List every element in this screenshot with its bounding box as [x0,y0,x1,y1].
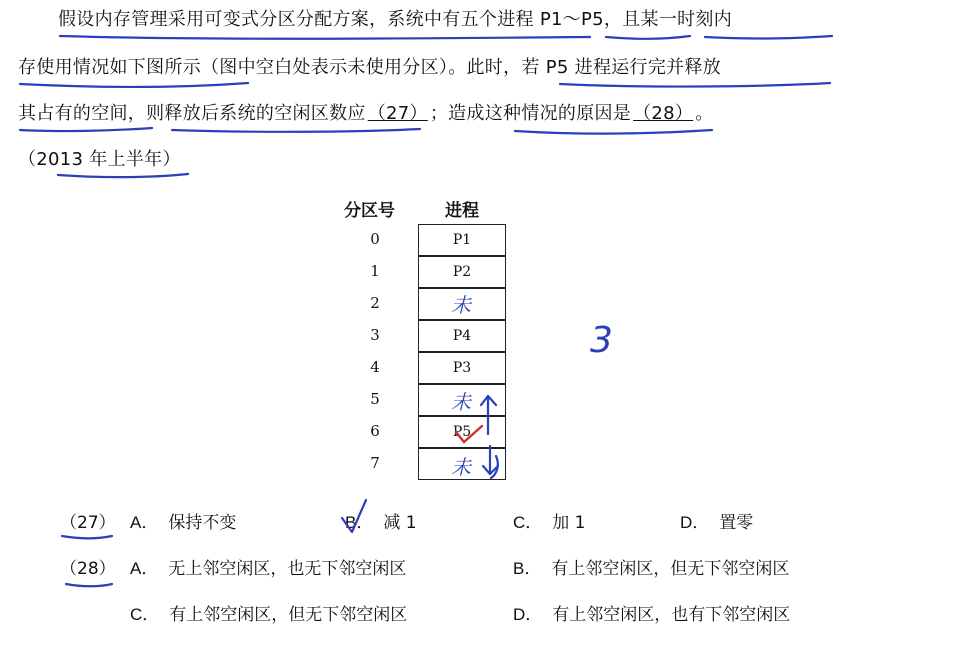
question-source-year: （2013 年上半年） [18,149,181,170]
option-text: 有上邻空闲区，但无下邻空闲区 [551,559,790,579]
option-letter: C． [130,605,160,624]
blank-28: （28） [633,103,694,124]
option-text: 有上邻空闲区，但无下邻空闲区 [169,605,408,625]
header-partition-number: 分区号 [344,201,395,221]
memory-partition-cell: P1 [418,224,506,256]
memory-partition-cell: P2 [418,256,506,288]
partition-number: 7 [370,454,380,472]
option-letter: C． [513,513,543,532]
ink-underline [58,174,188,177]
question-27-number: （27） [60,513,116,533]
ink-underline [172,129,420,132]
option-28-b [513,554,789,579]
memory-partition-cell: P3 [418,352,506,384]
ink-underline [20,83,248,87]
option-text: 减 1 [383,513,417,533]
question-line-3 [18,102,714,126]
partition-number: 5 [370,390,380,408]
option-letter: A． [130,513,159,532]
ink-free-mark: 未 [451,390,471,414]
question-line-3-a: 其占有的空间，则释放后系统的空闲区数应 [18,103,366,124]
ink-underline [20,128,152,131]
ink-underline [606,36,690,39]
question-line-3-c: 。 [695,103,714,124]
ink-underline [60,36,590,39]
option-27-b [345,508,417,533]
question-line-2: 存使用情况如下图所示（图中空白处表示未使用分区）。此时，若 P5 进程运行完并释放 [18,57,722,78]
memory-partition-cell: P5 [418,416,506,448]
option-text: 保持不变 [168,513,237,533]
question-line-3-b: ；造成这种情况的原因是 [429,103,632,124]
partition-number: 4 [370,358,380,376]
memory-partition-cell [418,448,506,480]
ink-underline [62,536,112,538]
option-28-d [513,600,790,625]
option-text: 无上邻空闲区，也无下邻空闲区 [168,559,407,579]
option-27-a [130,508,236,533]
memory-partition-cell [418,288,506,320]
ink-answer-note: 3 [590,320,613,361]
option-28-c [130,600,407,625]
ink-underline [66,584,112,586]
option-letter: B． [345,513,374,532]
option-letter: D． [680,513,710,532]
memory-partition-cell: P4 [418,320,506,352]
option-text: 置零 [719,513,754,533]
ink-underline [515,130,712,134]
ink-underline [560,83,830,87]
option-letter: B． [513,559,542,578]
option-28-a [130,554,406,579]
partition-number: 3 [370,326,380,344]
option-letter: D． [513,605,543,624]
partition-number: 2 [370,294,380,312]
option-letter: A． [130,559,159,578]
option-text: 有上邻空闲区，也有下邻空闲区 [552,605,791,625]
memory-partition-cell [418,384,506,416]
blank-27: （27） [367,103,428,124]
ink-free-mark: 未 [451,293,471,317]
ink-underline [705,36,832,39]
option-text: 加 1 [552,513,586,533]
header-process: 进程 [445,201,479,221]
ink-free-mark: 未 [451,455,471,479]
question-line-1: 假设内存管理采用可变式分区分配方案，系统中有五个进程 P1～P5，且某一时刻内 [58,9,733,30]
partition-number: 6 [370,422,380,440]
partition-number: 0 [370,230,380,248]
question-28-number: （28） [60,559,116,579]
partition-number: 1 [370,262,380,280]
option-27-c [513,508,586,533]
option-27-d [680,508,753,533]
